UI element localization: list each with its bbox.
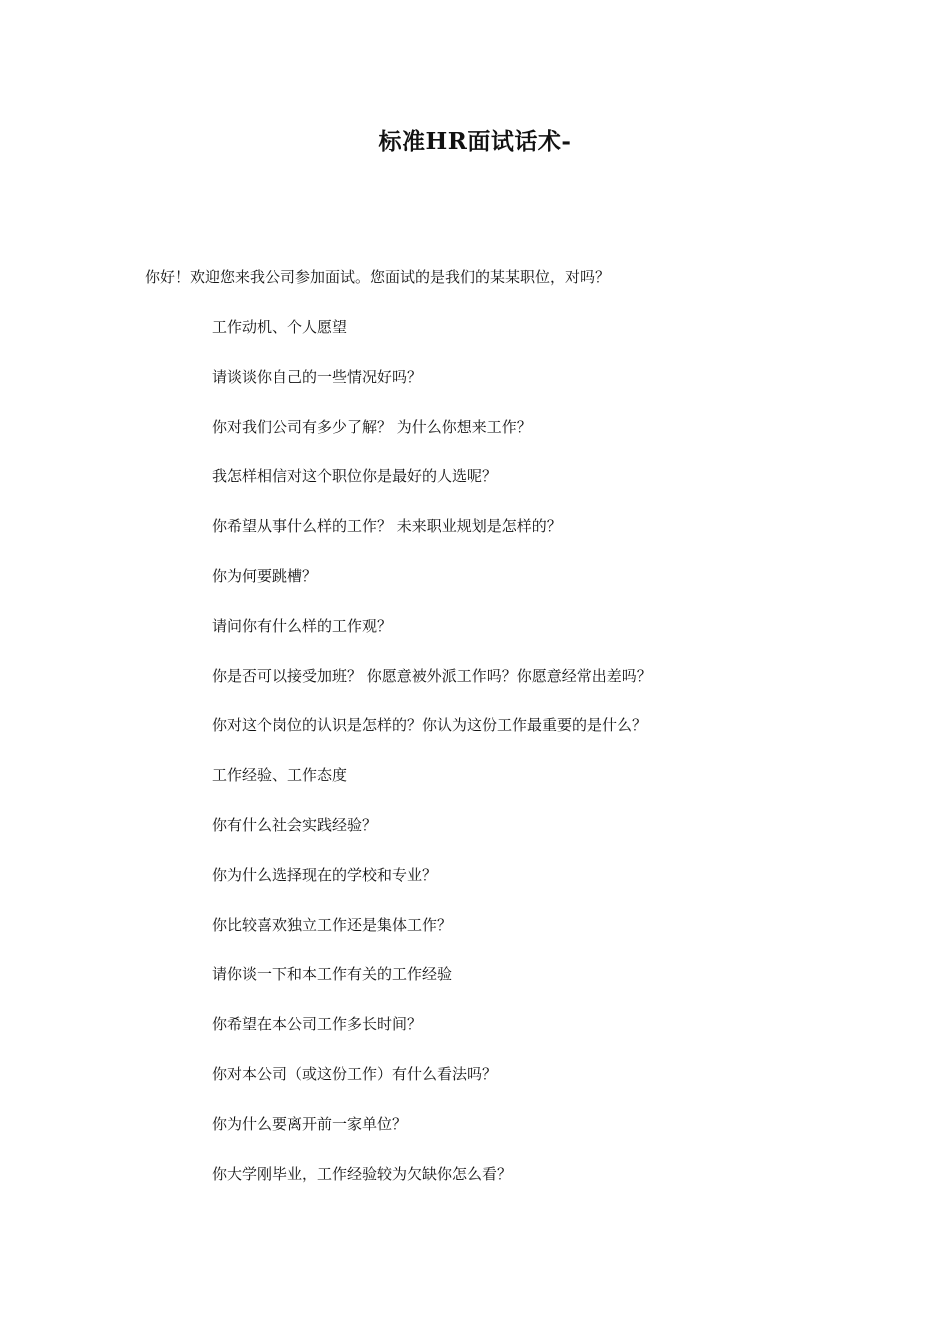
list-item: 你比较喜欢独立工作还是集体工作？	[212, 915, 453, 934]
list-item: 你对这个岗位的认识是怎样的？你认为这份工作最重要的是什么？	[212, 716, 648, 735]
list-item: 你大学刚毕业，工作经验较为欠缺你怎么看？	[212, 1164, 513, 1183]
list-item: 你有什么社会实践经验？	[212, 815, 378, 834]
list-item: 你是否可以接受加班？ 你愿意被外派工作吗？你愿意经常出差吗？	[212, 666, 652, 685]
intro-paragraph: 你好！欢迎您来我公司参加面试。您面试的是我们的某某职位，对吗？	[145, 268, 611, 286]
list-item: 工作经验、工作态度	[212, 766, 348, 785]
list-item: 我怎样相信对这个职位你是最好的人选呢？	[212, 467, 498, 486]
question-list	[212, 316, 652, 1212]
list-item: 请谈谈你自己的一些情况好吗？	[212, 367, 423, 386]
page-title: 标准HR面试话术-	[378, 128, 572, 155]
list-item: 你希望从事什么样的工作？ 未来职业规划是怎样的？	[212, 517, 562, 536]
list-item: 你对我们公司有多少了解？ 为什么你想来工作？	[212, 417, 532, 436]
list-item: 工作动机、个人愿望	[212, 318, 348, 336]
list-item: 你为何要跳槽？	[212, 566, 318, 585]
list-item: 你对本公司（或这份工作）有什么看法吗？	[212, 1064, 498, 1083]
list-item: 你为什么选择现在的学校和专业？	[212, 865, 438, 884]
list-item: 你希望在本公司工作多长时间？	[212, 1015, 423, 1034]
list-item: 请问你有什么样的工作观？	[212, 616, 393, 635]
list-item: 你为什么要离开前一家单位？	[212, 1114, 408, 1133]
list-item: 请你谈一下和本工作有关的工作经验	[212, 965, 453, 984]
